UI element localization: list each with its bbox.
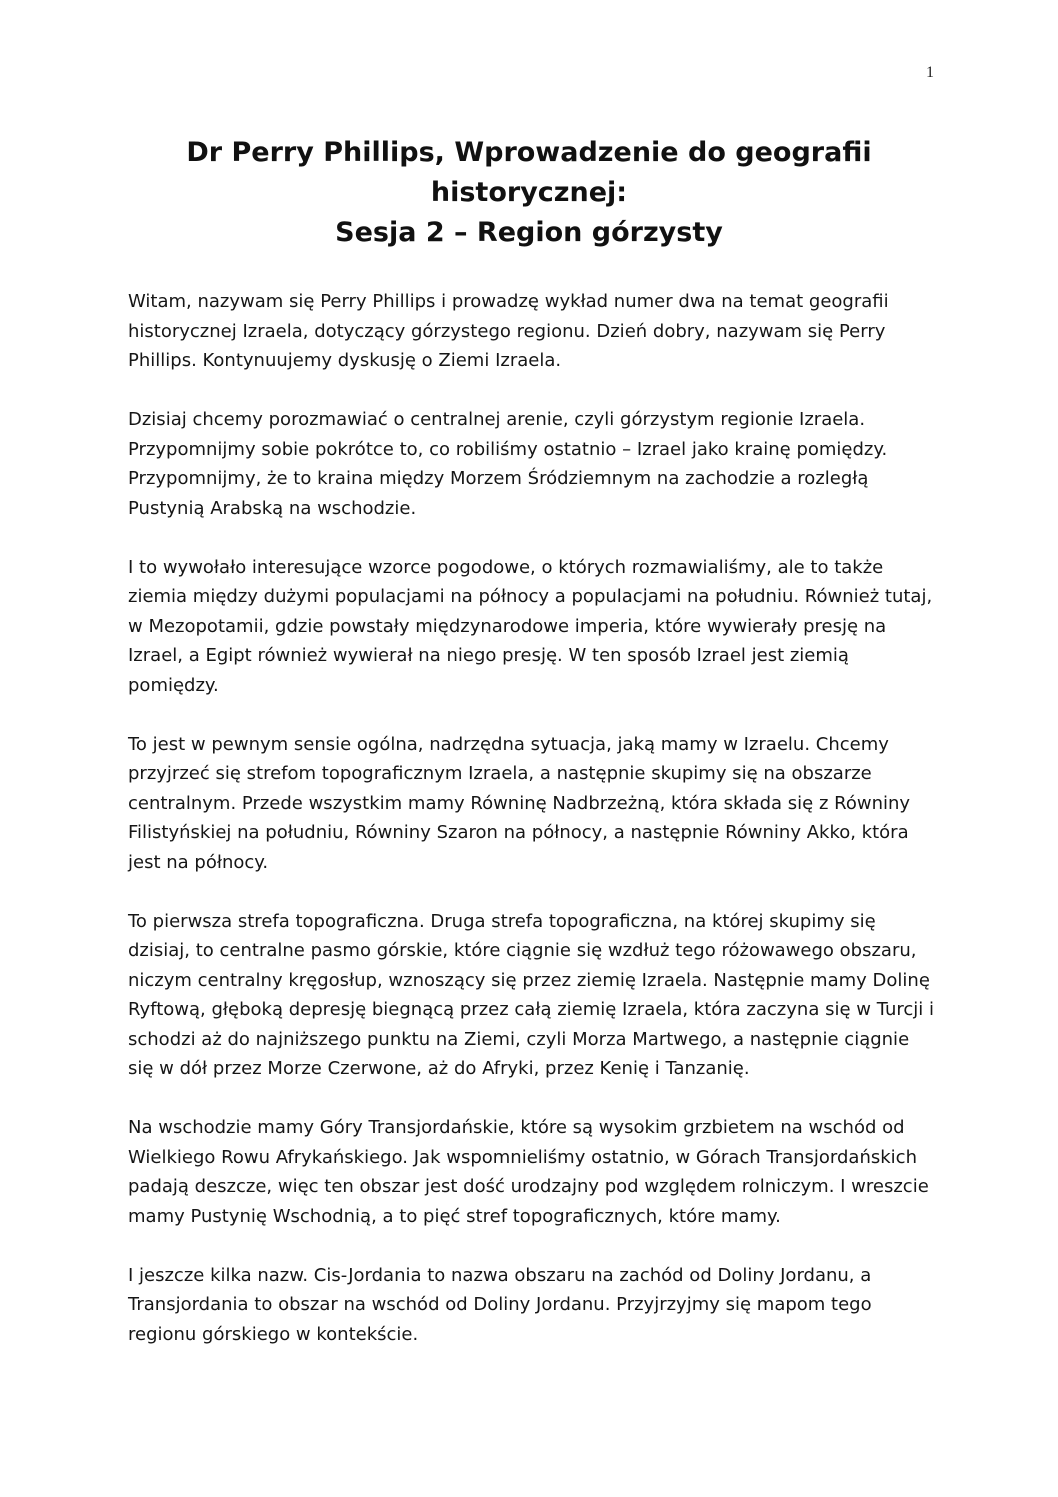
page-number: 1 — [926, 64, 934, 81]
paragraph: Na wschodzie mamy Góry Transjordańskie, które są wysokim grzbietem na wschód od Wielkiego Rowu Afrykańskiego. Jak wspomnieliśmy ostatnio, w Górach Transjordańskich padają deszcze, więc ten obszar jest dość urodzajny pod względem rolniczym. I wreszcie mamy Pustynię Wschodnią, a to pięć stref topograficznych, które mamy. — [128, 1117, 929, 1227]
document-title — [128, 133, 930, 253]
paragraph: To pierwsza strefa topograficzna. Druga strefa topograficzna, na której skupimy się dzisiaj, to centralne pasmo górskie, które ciągnie się wzdłuż tego różowawego obszaru, niczym centralny kręgosłup, wznoszący się przez ziemię Izraela. Następnie mamy Dolinę Ryftową, głęboką depresję biegnącą przez całą ziemię Izraela, która zaczyna się w Turcji i schodzi aż do najniższego punktu na Ziemi, czyli Morza Martwego, a następnie ciągnie się w dół przez Morze Czerwone, aż do Afryki, przez Kenię i Tanzanię. — [128, 910, 934, 1079]
paragraph: Witam, nazywam się Perry Phillips i prowadzę wykład numer dwa na temat geografii historycznej Izraela, dotyczący górzystego regionu. Dzień dobry, nazywam się Perry Phillips. Kontynuujemy dyskusję o Ziemi Izraela. — [128, 291, 889, 371]
paragraph: To jest w pewnym sensie ogólna, nadrzędna sytuacja, jaką mamy w Izraelu. Chcemy przyjrzeć się strefom topograficznym Izraela, a następnie skupimy się na obszarze centralnym. Przede wszystkim mamy Równinę Nadbrzeżną, która składa się z Równiny Filistyńskiej na południu, Równiny Szaron na północy, a następnie Równiny Akko, która jest na północy. — [128, 733, 911, 873]
document-body — [128, 287, 940, 1379]
title-line-3: Sesja 2 – Region górzysty — [335, 217, 723, 248]
paragraph: I jeszcze kilka nazw. Cis-Jordania to nazwa obszaru na zachód od Doliny Jordanu, a Transjordania to obszar na wschód od Doliny Jordanu. Przyjrzyjmy się mapom tego regionu górskiego w kontekście. — [128, 1264, 872, 1345]
paragraph: I to wywołało interesujące wzorce pogodowe, o których rozmawialiśmy, ale to także ziemia między dużymi populacjami na północy a populacjami na południu. Również tutaj, w Mezopotamii, gdzie powstały międzynarodowe imperia, które wywierały presję na Izrael, a Egipt również wywierał na niego presję. W ten sposób Izrael jest ziemią pomiędzy. — [128, 556, 933, 696]
paragraph: Dzisiaj chcemy porozmawiać o centralnej arenie, czyli górzystym regionie Izraela. Przypomnijmy sobie pokrótce to, co robiliśmy ostatnio – Izrael jako krainę pomiędzy. Przypomnijmy, że to kraina między Morzem Śródziemnym na zachodzie a rozległą Pustynią Arabską na wschodzie. — [128, 409, 888, 519]
title-line-1: Dr Perry Phillips, Wprowadzenie do geografii — [186, 137, 872, 168]
title-line-2: historycznej: — [430, 177, 628, 208]
